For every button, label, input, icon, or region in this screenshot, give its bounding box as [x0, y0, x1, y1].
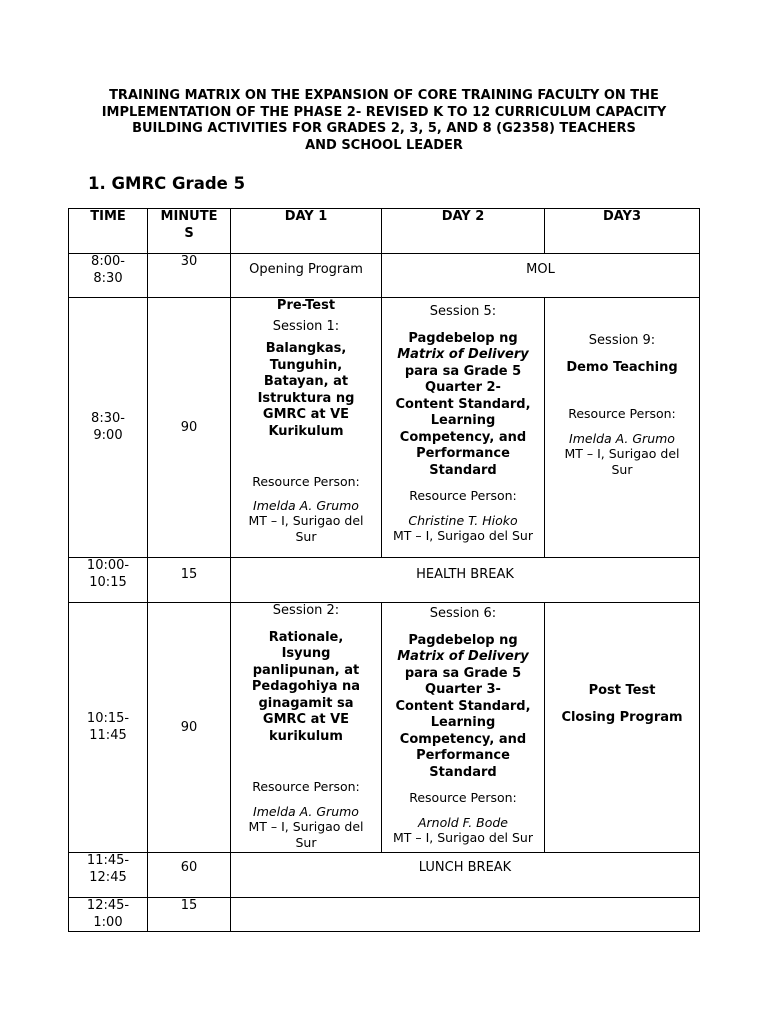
title-line-2: IMPLEMENTATION OF THE PHASE 2- REVISED K TO 12 CURRICULUM CAPACITY: [101, 104, 667, 120]
table-row: [69, 254, 700, 298]
resource-person-name: Imelda A. Grumo: [253, 803, 359, 819]
time-cell: 8:30- 9:00: [69, 298, 148, 558]
time-cell: 10:00- 10:15: [69, 558, 148, 603]
title-line-1: TRAINING MATRIX ON THE EXPANSION OF CORE TRAINING FACULTY ON THE: [109, 88, 659, 103]
time-cell: 10:15- 11:45: [69, 603, 148, 853]
section-heading: 1. GMRC Grade 5: [88, 174, 246, 193]
resource-person-label: Resource Person:: [252, 779, 360, 794]
session-label: Session 9:: [588, 333, 656, 348]
day2-cell: Session 6: Pagdebelop ng Matrix of Delivery para sa Grade 5 Quarter 3- Content Standard, Learning Competency, and Performance Standard Resource Person: Arnold F. Bode MT – I, Surigao del Sur: [382, 603, 545, 853]
header-day2: DAY 2: [382, 209, 545, 254]
minutes-cell: 30: [148, 254, 231, 298]
table-row: [69, 603, 700, 853]
pretest-label: Pre-Test: [276, 298, 336, 313]
minutes-cell: 90: [148, 603, 231, 853]
closing-program-label: Closing Program: [561, 709, 683, 725]
session-label: Session 5:: [429, 304, 497, 319]
day23-cell: MOL: [382, 254, 700, 298]
minutes-cell: 15: [148, 558, 231, 603]
time-cell: 12:45- 1:00: [69, 898, 148, 932]
day1-cell: Pre-Test Session 1: Balangkas, Tunguhin, Batayan, at Istruktura ng GMRC at VE Kurikulum Resource Person: Imelda A. Grumo MT – I, Surigao del Sur: [231, 298, 382, 558]
minutes-cell: 90: [148, 298, 231, 558]
table-row: [69, 853, 700, 898]
table-row: [69, 558, 700, 603]
header-day1: DAY 1: [231, 209, 382, 254]
training-matrix-table: [68, 208, 700, 932]
resource-person-label: Resource Person:: [409, 488, 517, 503]
minutes-cell: 15: [148, 898, 231, 932]
lunch-break-cell: LUNCH BREAK: [231, 853, 700, 898]
time-cell: 11:45- 12:45: [69, 853, 148, 898]
table-header-row: [69, 209, 700, 254]
header-time: TIME: [69, 209, 148, 254]
time-cell: 8:00- 8:30: [69, 254, 148, 298]
day2-cell: Session 5: Pagdebelop ng Matrix of Delivery para sa Grade 5 Quarter 2- Content Standard, Learning Competency, and Performance Standard Resource Person: Christine T. Hioko MT – I, Surigao del Sur: [382, 298, 545, 558]
resource-person-name: Arnold F. Bode: [417, 814, 508, 830]
document-title: [60, 88, 708, 154]
resource-person-name: Christine T. Hioko: [408, 512, 518, 528]
resource-person-label: Resource Person:: [568, 406, 676, 421]
title-line-4: AND SCHOOL LEADER: [305, 137, 463, 153]
title-line-3: BUILDING ACTIVITIES FOR GRADES 2, 3, 5, AND 8 (G2358) TEACHERS: [132, 121, 636, 136]
health-break-cell: HEALTH BREAK: [231, 558, 700, 603]
table-row: [69, 298, 700, 558]
day1-cell: Opening Program: [231, 254, 382, 298]
day3-cell: [545, 603, 700, 853]
table-row: [69, 898, 700, 932]
session-label: Session 1:: [272, 318, 340, 334]
header-day3: DAY3: [545, 209, 700, 254]
day1-cell: Session 2: Rationale, Isyung panlipunan, at Pedagohiya na ginagamit sa GMRC at VE kurikulum Resource Person: Imelda A. Grumo MT – I, Surigao del Sur: [231, 603, 382, 853]
session-label: Session 2:: [272, 603, 340, 618]
resource-person-name: Imelda A. Grumo: [253, 497, 359, 513]
resource-person-name: Imelda A. Grumo: [569, 430, 675, 446]
day3-cell: Session 9: Demo Teaching Resource Person: Imelda A. Grumo MT – I, Surigao del Sur: [545, 298, 700, 558]
empty-activity-cell: [231, 898, 700, 932]
session-label: Session 6:: [429, 606, 497, 621]
header-minutes: MINUTE S: [148, 209, 231, 254]
resource-person-label: Resource Person:: [409, 790, 517, 805]
minutes-cell: 60: [148, 853, 231, 898]
post-test-label: Post Test: [588, 683, 656, 698]
resource-person-label: Resource Person:: [252, 474, 360, 489]
